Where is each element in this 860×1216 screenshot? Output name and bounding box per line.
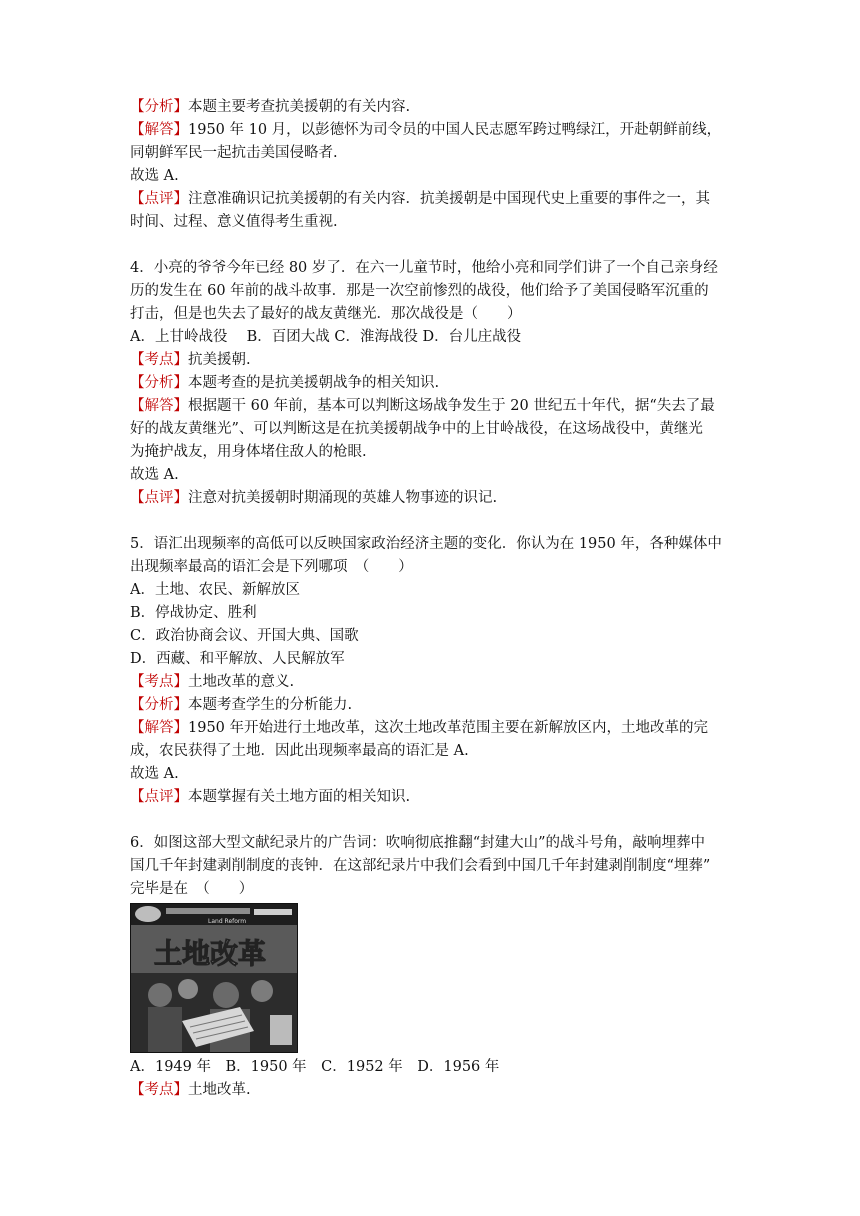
cover-image-icon xyxy=(130,903,298,1053)
q3-comment: 【点评】注意准确识记抗美援朝的有关内容．抗美援朝是中国现代史上重要的事件之一，其 xyxy=(130,191,710,207)
q6-stem-cont: 完毕是在 （ ） xyxy=(130,881,254,897)
analysis-tag: 【分析】 xyxy=(130,375,188,391)
analysis-tag: 【分析】 xyxy=(130,99,188,115)
q3-answer: 【解答】1950 年 10 月，以彭德怀为司令员的中国人民志愿军跨过鸭绿江，开赴朝鲜前线， xyxy=(130,122,722,138)
q5-answer-cont: 成，农民获得了土地．因此出现频率最高的语汇是 A. xyxy=(130,743,469,759)
analysis-tag: 【分析】 xyxy=(130,697,188,713)
answer-tag: 【解答】 xyxy=(130,122,188,138)
q4-comment: 【点评】注意对抗美援朝时期涌现的英雄人物事迹的识记. xyxy=(130,490,498,506)
point-tag: 【考点】 xyxy=(130,352,188,368)
q4-analysis: 【分析】本题考查的是抗美援朝战争的相关知识. xyxy=(130,375,440,391)
q5-option-c: C．政治协商会议、开国大典、国歌 xyxy=(130,628,359,644)
q5-stem: 5．语汇出现频率的高低可以反映国家政治经济主题的变化．你认为在 1950 年，各种媒体中 xyxy=(130,536,722,552)
spacer xyxy=(130,234,730,257)
svg-text:Land Reform: Land Reform xyxy=(208,918,247,925)
q3-comment-cont: 时间、过程、意义值得考生重视. xyxy=(130,214,338,230)
q5-point: 【考点】土地改革的意义. xyxy=(130,674,295,690)
q3-analysis: 【分析】本题主要考查抗美援朝的有关内容. xyxy=(130,99,411,115)
q4-answer-cont: 好的战友黄继光”、可以判断这是在抗美援朝战争中的上甘岭战役，在这场战役中，黄继光 xyxy=(130,421,703,437)
q4-stem: 4．小亮的爷爷今年已经 80 岁了．在六一儿童节时，他给小亮和同学们讲了一个自己亲身经 xyxy=(130,260,718,276)
q5-choose: 故选 A. xyxy=(130,766,179,782)
q4-stem-cont: 打击，但是也失去了最好的战友黄继光．那次战役是（ ） xyxy=(130,306,522,322)
q4-stem-cont: 历的发生在 60 年前的战斗故事．那是一次空前惨烈的战役，他们给予了美国侵略军沉重的 xyxy=(130,283,709,299)
q5-answer: 【解答】1950 年开始进行土地改革，这次土地改革范围主要在新解放区内，土地改革的完 xyxy=(130,720,709,736)
q6-stem-cont: 国几千年封建剥削制度的丧钟．在这部纪录片中我们会看到中国几千年封建剥削制度“埋葬” xyxy=(130,858,711,874)
spacer xyxy=(130,809,730,832)
q6-point: 【考点】土地改革. xyxy=(130,1082,251,1098)
q4-point: 【考点】抗美援朝. xyxy=(130,352,251,368)
point-tag: 【考点】 xyxy=(130,1082,188,1098)
point-tag: 【考点】 xyxy=(130,674,188,690)
answer-tag: 【解答】 xyxy=(130,398,188,414)
q5-analysis: 【分析】本题考查学生的分析能力. xyxy=(130,697,353,713)
q5-option-b: B．停战协定、胜利 xyxy=(130,605,257,621)
q5-option-d: D．西藏、和平解放、人民解放军 xyxy=(130,651,345,667)
spacer xyxy=(130,510,730,533)
q6-options: A．1949 年 B．1950 年 C．1952 年 D．1956 年 xyxy=(130,1059,500,1075)
answer-tag: 【解答】 xyxy=(130,720,188,736)
svg-text:土地改革: 土地改革 xyxy=(154,937,267,970)
q5-comment: 【点评】本题掌握有关土地方面的相关知识. xyxy=(130,789,411,805)
q4-answer: 【解答】根据题干 60 年前，基本可以判断这场战争发生于 20 世纪五十年代，据“失去了最 xyxy=(130,398,715,414)
q4-choose: 故选 A. xyxy=(130,467,179,483)
document-page xyxy=(130,96,730,1102)
q3-answer-cont: 同朝鲜军民一起抗击美国侵略者. xyxy=(130,145,338,161)
q3-choose: 故选 A. xyxy=(130,168,179,184)
comment-tag: 【点评】 xyxy=(130,490,188,506)
q5-option-a: A．土地、农民、新解放区 xyxy=(130,582,300,598)
q6-stem: 6．如图这部大型文献纪录片的广告词：吹响彻底推翻“封建大山”的战斗号角，敲响埋葬中 xyxy=(130,835,706,851)
comment-tag: 【点评】 xyxy=(130,789,188,805)
documentary-cover-image xyxy=(130,903,298,1053)
comment-tag: 【点评】 xyxy=(130,191,188,207)
q5-stem-cont: 出现频率最高的语汇会是下列哪项 （ ） xyxy=(130,559,413,575)
q4-options: A．上甘岭战役 B．百团大战 C．淮海战役 D．台儿庄战役 xyxy=(130,329,522,345)
q4-answer-cont: 为掩护战友，用身体堵住敌人的枪眼. xyxy=(130,444,367,460)
